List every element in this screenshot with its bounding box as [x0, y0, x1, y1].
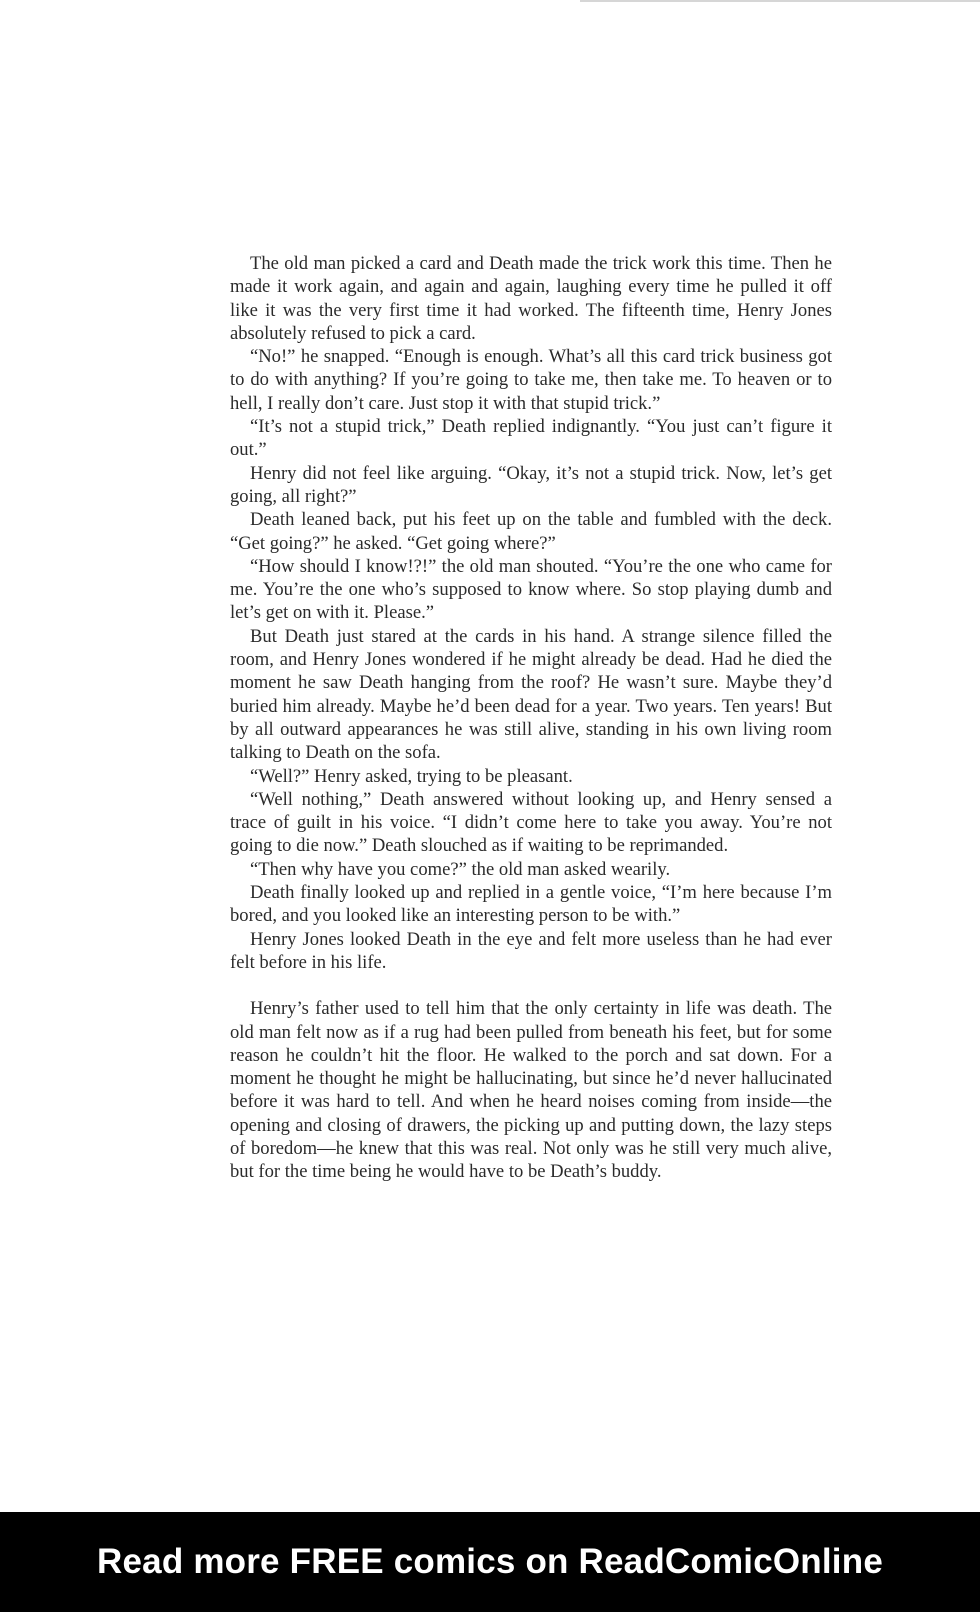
paragraph: Death leaned back, put his feet up on the table and fumbled with the deck. “Get going?” he asked. “Get going where?” [230, 509, 832, 554]
promo-banner-text[interactable]: Read more FREE comics on ReadComicOnline [97, 1542, 883, 1581]
paragraph: “How should I know!?!” the old man shouted. “You’re the one who came for me. You’re the one who’s supposed to know where. So stop playing dumb and let’s get on with it. Please.” [230, 555, 832, 624]
paragraph: The old man picked a card and Death made the trick work this time. Then he made it work again, and again and again, laughing every time he pulled it off like it was the very first time it had worked. The fifteenth time, Henry Jones absolutely refused to pick a card. [230, 253, 832, 344]
paragraph: Henry’s father used to tell him that the only certainty in life was death. The old man felt now as if a rug had been pulled from beneath his feet, but for some reason he couldn’t hit the floor. He walked to the porch and sat down. For a moment he thought he might be hallucinating, but since he’d never hallucinated before it was hard to tell. And when he heard noises coming from inside—the opening and closing of drawers, the picking up and putting down, the lazy steps of boredom—he knew that this was real. Not only was he still very much alive, but for the time being he would have to be Death’s buddy. [230, 998, 832, 1183]
paragraph: Henry did not feel like arguing. “Okay, it’s not a stupid trick. Now, let’s get going, all right?” [230, 462, 832, 507]
top-edge-rule [580, 0, 980, 2]
promo-banner[interactable] [0, 1512, 980, 1612]
paragraph: But Death just stared at the cards in his hand. A strange silence filled the room, and Henry Jones wondered if he might already be dead. Had he died the moment he saw Death hanging from the roof? He wasn’t sure. Maybe they’d buried him already. Maybe he’d been dead for a year. Two years. Ten years! But by all outward appearances he was still alive, standing in his own living room talking to Death on the sofa. [230, 625, 832, 764]
paragraph: Henry Jones looked Death in the eye and felt more useless than he had ever felt before in his life. [230, 928, 832, 973]
paragraph: “No!” he snapped. “Enough is enough. What’s all this card trick business got to do with anything? If you’re going to take me, then take me. To heaven or to hell, I really don’t care. Just stop it with that stupid trick.” [230, 346, 832, 414]
paragraph: “Well?” Henry asked, trying to be pleasant. [250, 765, 573, 787]
paragraph: Death finally looked up and replied in a gentle voice, “I’m here because I’m bored, and you looked like an interesting person to be with.” [230, 882, 832, 927]
paragraph: “It’s not a stupid trick,” Death replied indignantly. “You just can’t figure it out.” [230, 416, 832, 461]
paragraph: “Well nothing,” Death answered without looking up, and Henry sensed a trace of guilt in his voice. “I didn’t come here to take you away. You’re not going to die now.” Death slouched as if waiting to be reprimanded. [230, 788, 832, 857]
story-text [230, 252, 832, 1184]
paragraph: “Then why have you come?” the old man asked wearily. [250, 858, 671, 880]
